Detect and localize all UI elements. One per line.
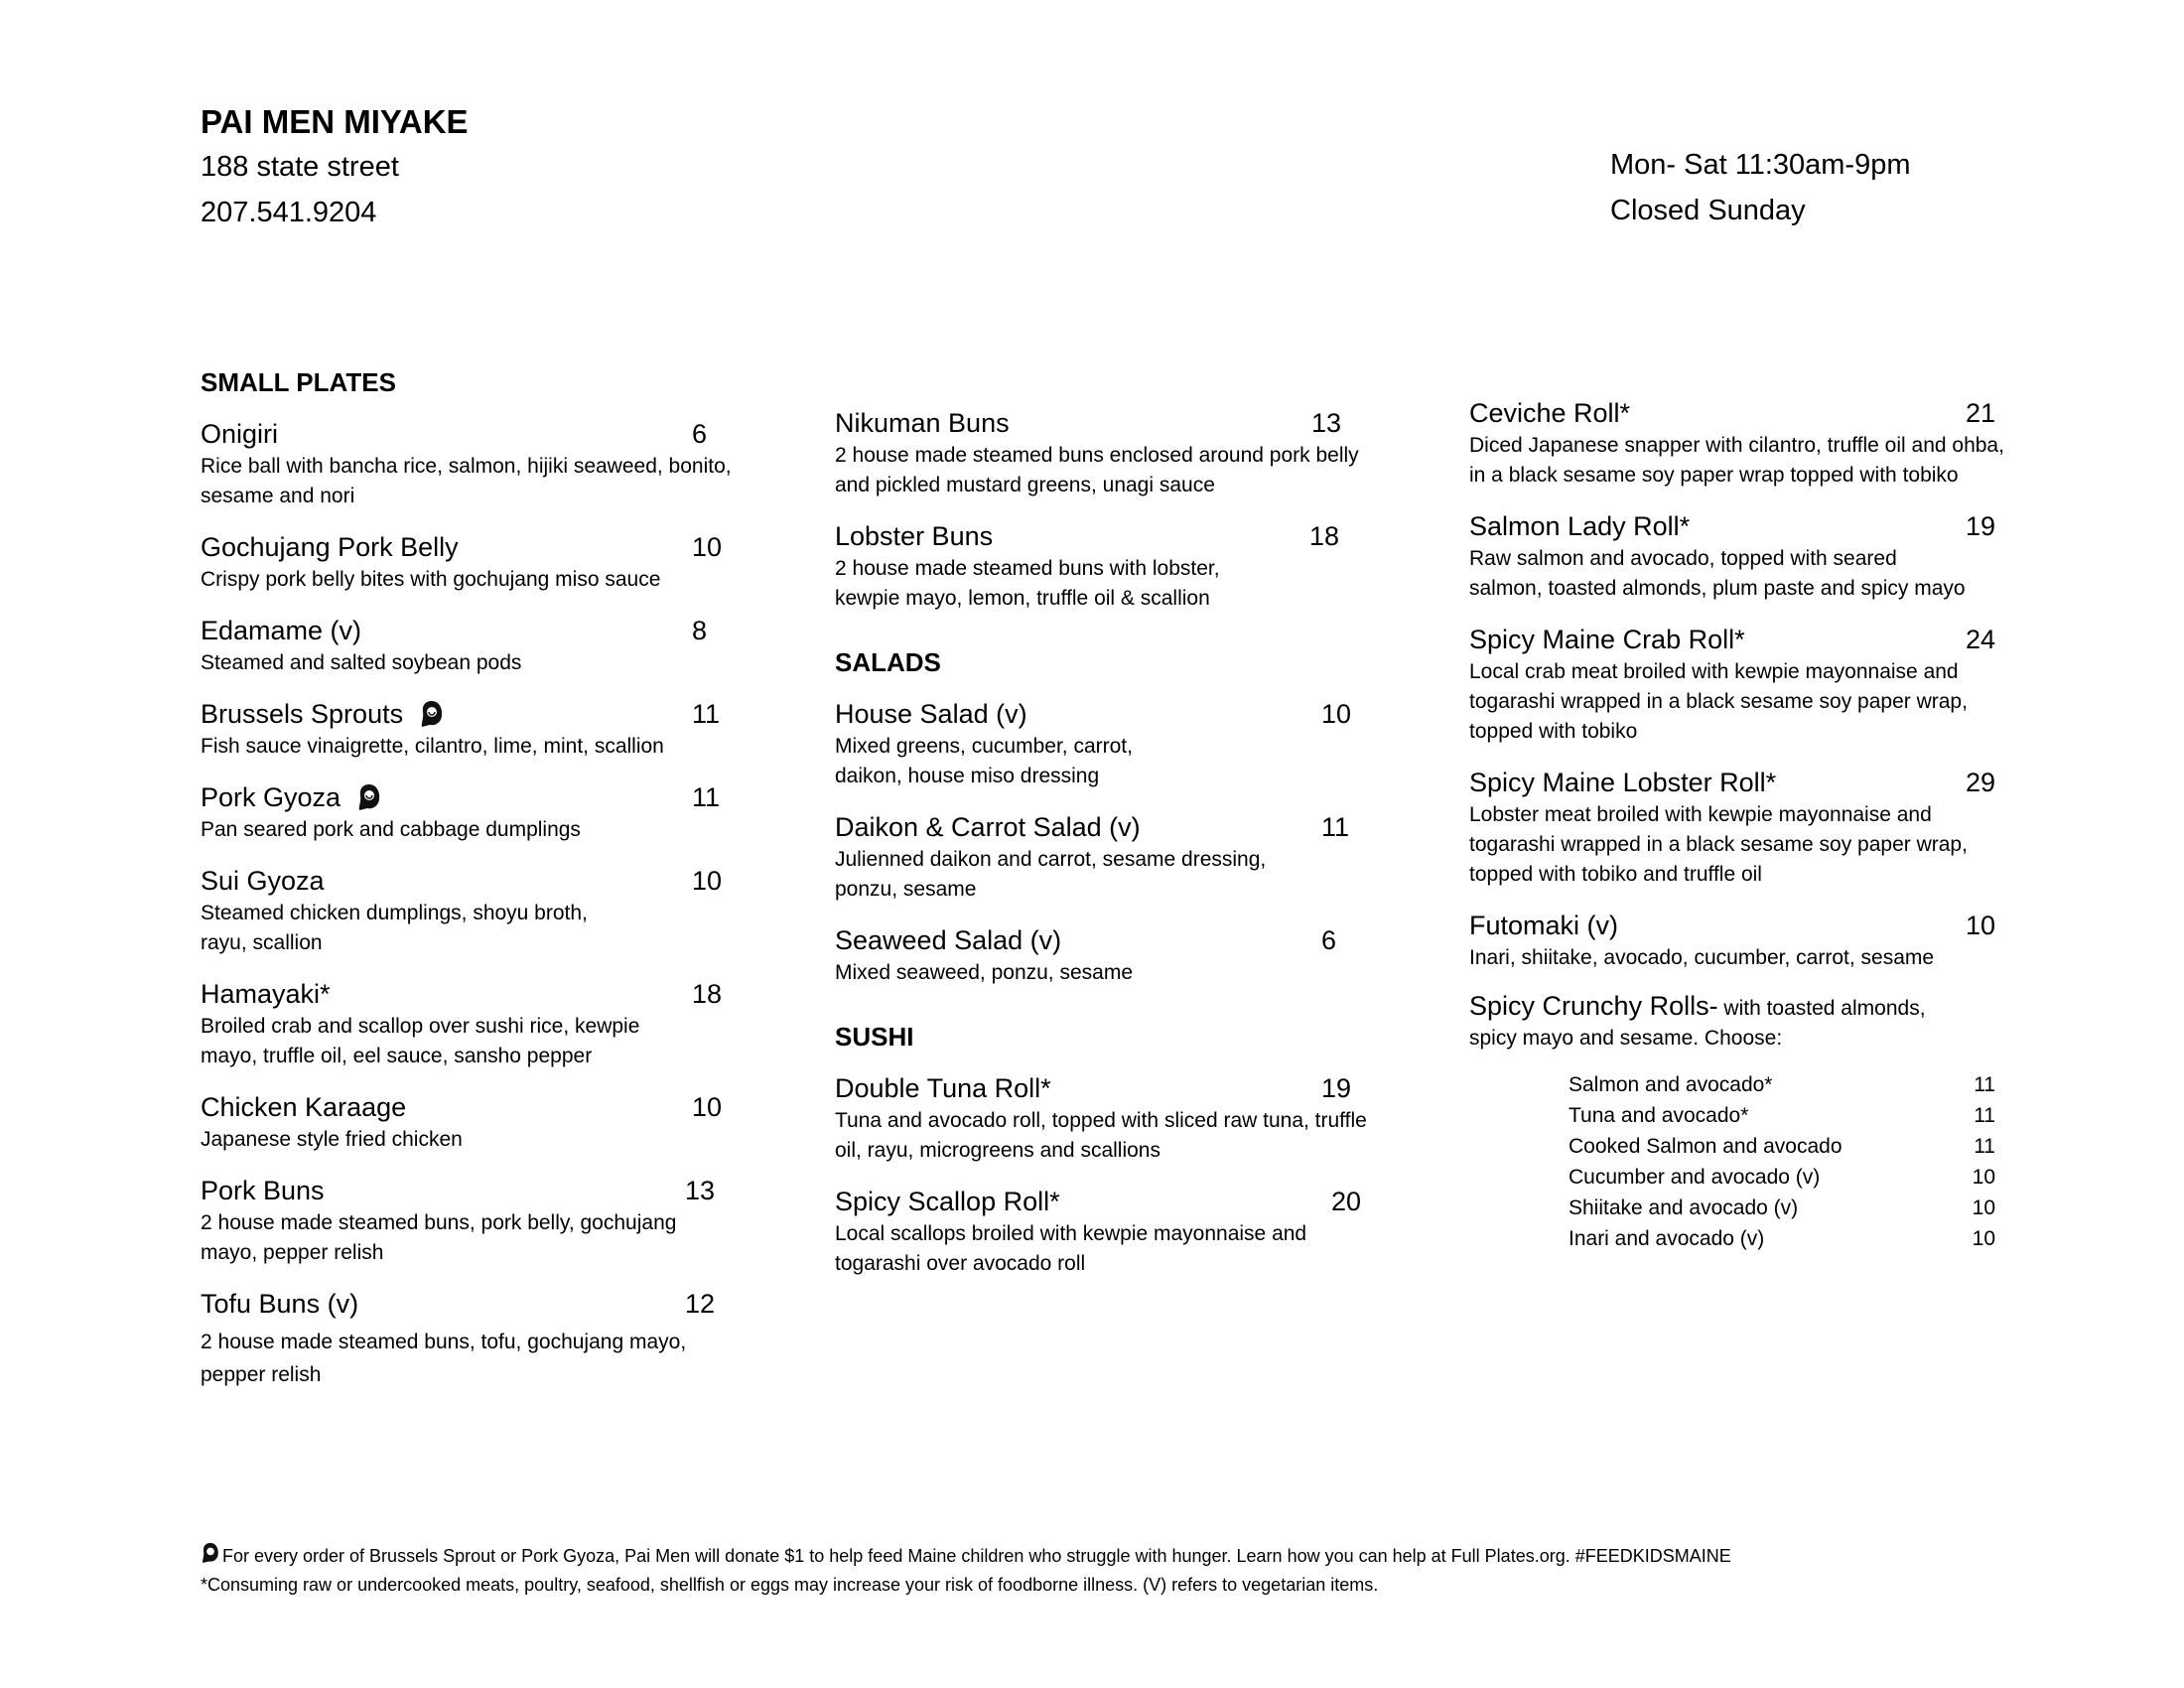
option-price: 10 [1972, 1196, 1995, 1219]
column-buns-salads-sushi [835, 405, 1371, 1297]
item-name: Brussels Sprouts [201, 699, 404, 729]
item-price: 21 [1965, 398, 1995, 428]
menu-item [835, 1184, 1371, 1279]
hours-text: Mon- Sat 11:30am-9pm [1610, 149, 1911, 181]
item-name: Nikuman Buns [835, 408, 1010, 438]
item-name: House Salad (v) [835, 699, 1027, 729]
item-price: 12 [685, 1289, 716, 1319]
option-name: Cooked Salmon and avocado [1569, 1135, 1843, 1158]
item-description: 2 house made steamed buns, tofu, gochujang mayo, pepper relish [201, 1331, 687, 1386]
menu-item [201, 529, 737, 595]
item-description: Broiled crab and scallop over sushi rice, kewpie mayo, truffle oil, eel sauce, sansho pepper [201, 1015, 640, 1067]
item-name: Double Tuna Roll* [835, 1073, 1051, 1103]
item-description: Rice ball with bancha rice, salmon, hijiki seaweed, bonito, sesame and nori [201, 455, 732, 507]
closed-text: Closed Sunday [1610, 195, 1806, 226]
full-plates-icon [356, 782, 382, 812]
menu-item [1469, 765, 2005, 890]
item-description: Local scallops broiled with kewpie mayonnaise and togarashi over avocado roll [835, 1222, 1307, 1275]
restaurant-name: PAI MEN MIYAKE [201, 103, 469, 140]
menu-item [835, 922, 1371, 988]
item-price: 11 [1321, 812, 1350, 842]
list-item [1569, 1223, 1995, 1254]
item-price: 10 [1321, 699, 1352, 729]
option-price: 11 [1974, 1104, 1995, 1127]
item-name: Seaweed Salad (v) [835, 925, 1062, 955]
donation-text: For every order of Brussels Sprout or Pork Gyoza, Pai Men will donate $1 to help feed Maine children who struggle with hunger. Learn how you can help at Full Plates.org. #FEEDKIDSMAINE [222, 1546, 1731, 1566]
item-name: Onigiri [201, 419, 279, 449]
item-price: 11 [692, 782, 721, 812]
section-title-salads: SALADS [835, 647, 941, 677]
menu-item [201, 416, 737, 511]
item-description: Pan seared pork and cabbage dumplings [201, 818, 581, 841]
item-price: 18 [1309, 521, 1340, 551]
option-price: 11 [1974, 1135, 1995, 1158]
item-name: Sui Gyoza [201, 866, 325, 896]
item-price: 18 [692, 979, 723, 1009]
item-price: 10 [692, 532, 723, 562]
item-description: Raw salmon and avocado, topped with seared salmon, toasted almonds, plum paste and spicy mayo [1469, 547, 1966, 600]
column-rolls [1469, 395, 2005, 1254]
item-name: Tofu Buns (v) [201, 1289, 359, 1319]
item-description: Crispy pork belly bites with gochujang miso sauce [201, 568, 661, 591]
menu-item [835, 518, 1371, 614]
option-name: Tuna and avocado* [1569, 1104, 1749, 1127]
option-price: 10 [1972, 1227, 1995, 1250]
item-name: Salmon Lady Roll* [1469, 511, 1691, 541]
crunchy-rolls-options [1569, 1069, 1995, 1254]
item-name: Pork Gyoza [201, 782, 341, 812]
item-price: 6 [692, 419, 708, 449]
item-name: Pork Buns [201, 1176, 325, 1205]
item-description: Mixed seaweed, ponzu, sesame [835, 961, 1133, 984]
menu-item [1469, 908, 2005, 973]
list-item [1569, 1131, 1995, 1162]
menu-item [201, 976, 737, 1071]
restaurant-phone: 207.541.9204 [201, 197, 377, 228]
item-description: Inari, shiitake, avocado, cucumber, carrot, sesame [1469, 946, 1935, 969]
option-name: Cucumber and avocado (v) [1569, 1166, 1821, 1189]
option-name: Inari and avocado (v) [1569, 1227, 1765, 1250]
item-price: 13 [1311, 408, 1342, 438]
menu-item [201, 779, 737, 845]
option-name: Salmon and avocado* [1569, 1073, 1773, 1096]
item-name: Lobster Buns [835, 521, 994, 551]
item-description: 2 house made steamed buns enclosed around pork belly and pickled mustard greens, unagi sauce [835, 444, 1359, 496]
list-item [1569, 1193, 1995, 1223]
item-price: 19 [1965, 511, 1995, 541]
full-plates-icon [201, 1541, 220, 1565]
item-description: Fish sauce vinaigrette, cilantro, lime, mint, scallion [201, 735, 664, 758]
item-description: Julienned daikon and carrot, sesame dressing, ponzu, sesame [835, 848, 1267, 901]
menu-item [835, 696, 1371, 791]
item-price: 19 [1321, 1073, 1352, 1103]
list-item [1569, 1162, 1995, 1193]
item-price: 10 [1965, 911, 1995, 940]
menu-item [1469, 622, 2005, 747]
item-name: Chicken Karaage [201, 1092, 407, 1122]
menu-item [201, 696, 737, 762]
item-name: Ceviche Roll* [1469, 398, 1631, 428]
list-item [1569, 1100, 1995, 1131]
item-price: 13 [685, 1176, 716, 1205]
column-small-plates [201, 367, 737, 1409]
item-description: Lobster meat broiled with kewpie mayonnaise and togarashi wrapped in a black sesame soy paper wrap, topped with tobiko and truffle oil [1469, 803, 1968, 886]
item-price: 11 [692, 699, 721, 729]
menu-item [201, 613, 737, 678]
option-price: 10 [1972, 1166, 1995, 1189]
donation-note [201, 1541, 1731, 1571]
full-plates-icon [419, 699, 445, 729]
menu-item [835, 405, 1371, 500]
list-item [1569, 1069, 1995, 1100]
menu-item [201, 1173, 737, 1268]
menu-item [201, 1286, 737, 1391]
section-title-sushi: SUSHI [835, 1022, 914, 1052]
restaurant-address: 188 state street [201, 151, 399, 183]
menu-item [1469, 508, 2005, 604]
item-description: Japanese style fried chicken [201, 1128, 463, 1151]
item-description: Mixed greens, cucumber, carrot, daikon, house miso dressing [835, 735, 1133, 787]
menu-item [201, 863, 737, 958]
item-description: Tuna and avocado roll, topped with sliced raw tuna, truffle oil, rayu, microgreens and scallions [835, 1109, 1367, 1162]
item-name: Daikon & Carrot Salad (v) [835, 812, 1141, 842]
item-price: 24 [1965, 625, 1995, 654]
item-description: Steamed chicken dumplings, shoyu broth, rayu, scallion [201, 902, 588, 954]
footnotes [201, 1541, 1731, 1600]
item-price: 6 [1321, 925, 1337, 955]
option-price: 11 [1974, 1073, 1995, 1096]
item-name: Spicy Maine Lobster Roll* [1469, 768, 1777, 797]
food-warning: *Consuming raw or undercooked meats, poultry, seafood, shellfish or eggs may increase your risk of foodborne illness. (V) refers to vegetarian items. [201, 1575, 1379, 1595]
spicy-crunchy-rolls [1469, 991, 2005, 1254]
restaurant-info [201, 103, 469, 242]
item-price: 10 [692, 866, 723, 896]
item-description: Steamed and salted soybean pods [201, 651, 522, 674]
item-price: 29 [1965, 768, 1995, 797]
crunchy-rolls-desc-cont: spicy mayo and sesame. Choose: [1469, 1027, 1783, 1050]
item-price: 20 [1331, 1187, 1362, 1216]
crunchy-rolls-title: Spicy Crunchy Rolls- [1469, 991, 1718, 1021]
item-name: Edamame (v) [201, 616, 362, 645]
item-price: 10 [692, 1092, 723, 1122]
item-name: Futomaki (v) [1469, 911, 1619, 940]
item-name: Spicy Maine Crab Roll* [1469, 625, 1745, 654]
restaurant-hours [1610, 149, 1911, 240]
menu-item [835, 809, 1371, 905]
menu-item [835, 1070, 1371, 1166]
option-name: Shiitake and avocado (v) [1569, 1196, 1799, 1219]
crunchy-rolls-desc: with toasted almonds, [1717, 997, 1926, 1020]
section-title-small-plates: SMALL PLATES [201, 367, 396, 397]
item-description: Diced Japanese snapper with cilantro, truffle oil and ohba, in a black sesame soy paper wrap topped with tobiko [1469, 434, 2004, 487]
item-name: Spicy Scallop Roll* [835, 1187, 1060, 1216]
item-description: 2 house made steamed buns with lobster, kewpie mayo, lemon, truffle oil & scallion [835, 557, 1220, 610]
item-description: 2 house made steamed buns, pork belly, gochujang mayo, pepper relish [201, 1211, 677, 1264]
menu-item [1469, 395, 2005, 491]
item-name: Hamayaki* [201, 979, 331, 1009]
menu-item [201, 1089, 737, 1155]
item-name: Gochujang Pork Belly [201, 532, 459, 562]
item-price: 8 [692, 616, 708, 645]
item-description: Local crab meat broiled with kewpie mayonnaise and togarashi wrapped in a black sesame soy paper wrap, topped with tobiko [1469, 660, 1968, 743]
